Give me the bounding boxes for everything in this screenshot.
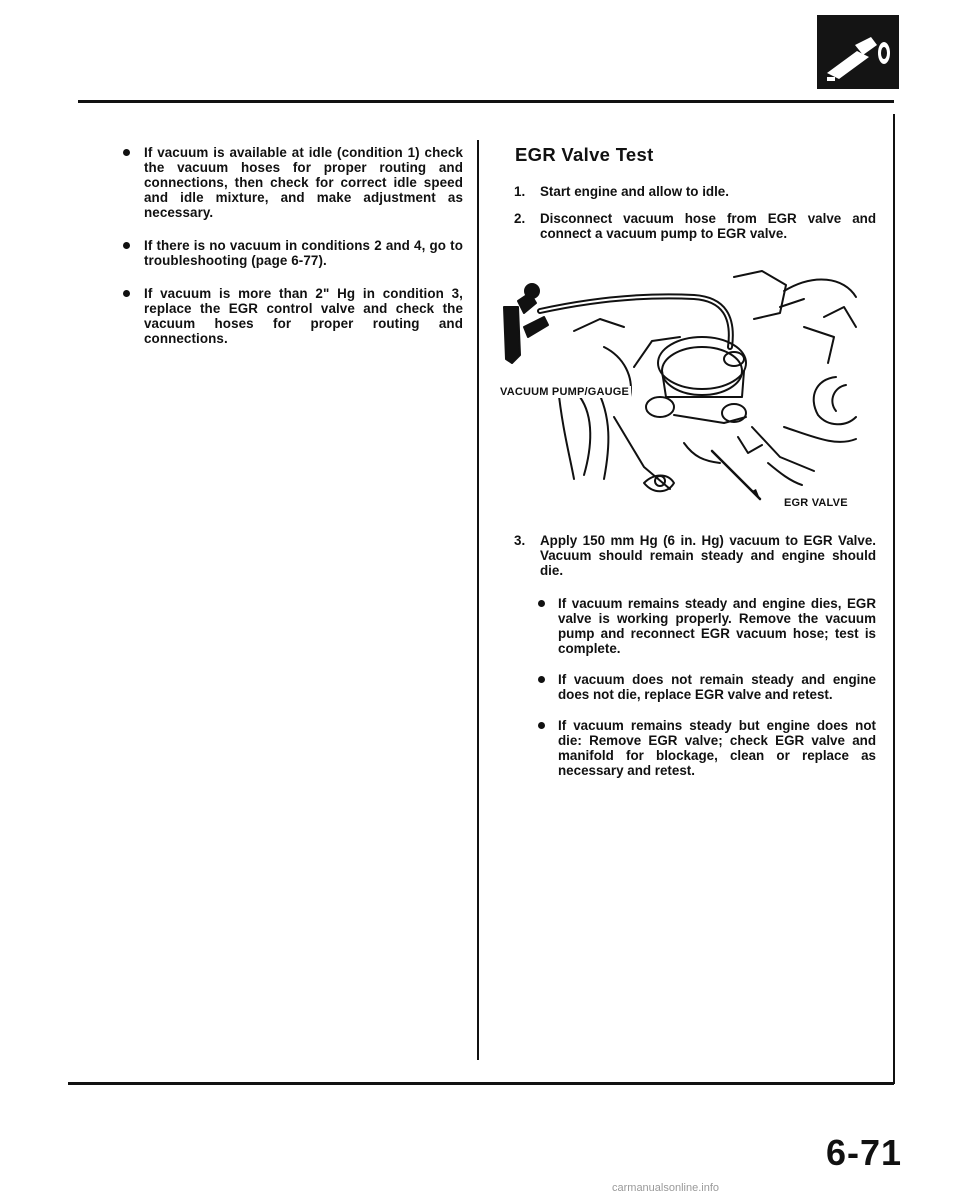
step-number: 2. [514,211,526,226]
step-text: Start engine and allow to idle. [540,184,729,199]
pump-label: VACUUM PUMP/GAUGE [500,386,630,398]
step-2 [484,211,876,241]
bullet-text: If vacuum does not remain steady and engine does not die, replace EGR valve and retest. [558,672,876,702]
valve-label: EGR VALVE [784,497,848,509]
step-text: Disconnect vacuum hose from EGR valve and connect a vacuum pump to EGR valve. [540,211,876,241]
result-bullet [540,596,876,656]
step-text: Apply 150 mm Hg (6 in. Hg) vacuum to EGR Valve. Vacuum should remain steady and engine should die. [540,533,876,578]
bullet-dot-icon [538,600,545,607]
bullet-dot-icon [123,242,130,249]
column-divider [477,140,479,1060]
left-column [126,145,463,364]
page-number: 6-71 [826,1132,903,1173]
bullet-item [126,145,463,220]
step-number: 1. [514,184,526,199]
step-3 [484,533,876,578]
bullet-text: If vacuum is more than 2" Hg in condition 3, replace the EGR control valve and check the vacuum hoses for proper routing and connections. [144,286,463,346]
bullet-item [126,286,463,346]
site-watermark: carmanualsonline.info [612,1182,720,1194]
bullet-text: If vacuum remains steady and engine dies, EGR valve is working properly. Remove the vacuum pump and reconnect EGR vacuum hose; test is complete. [558,596,876,656]
egr-valve-illustration [484,267,876,515]
bullet-dot-icon [123,290,130,297]
bullet-dot-icon [538,722,545,729]
bullet-dot-icon [123,149,130,156]
bullet-text: If vacuum remains steady but engine does not die: Remove EGR valve; check EGR valve and manifold for blockage, clean or replace as necessary and retest. [558,718,876,778]
bullet-dot-icon [538,676,545,683]
section-heading: EGR Valve Test [515,144,654,165]
bottom-rule [68,1082,894,1085]
step-number: 3. [514,533,526,548]
bullet-item [126,238,463,268]
right-column [484,140,876,794]
section-thumbnail-icon [817,15,899,89]
frame-right-rule [893,114,895,1084]
result-bullet [540,672,876,702]
step-1 [484,184,876,199]
bullet-text: If there is no vacuum in conditions 2 and 4, go to troubleshooting (page 6-77). [144,238,463,268]
result-bullet [540,718,876,778]
top-rule [78,100,894,103]
bullet-text: If vacuum is available at idle (condition 1) check the vacuum hoses for proper routing and connections, then check for correct idle speed and idle mixture, and make adjustment as necessary. [144,145,463,220]
